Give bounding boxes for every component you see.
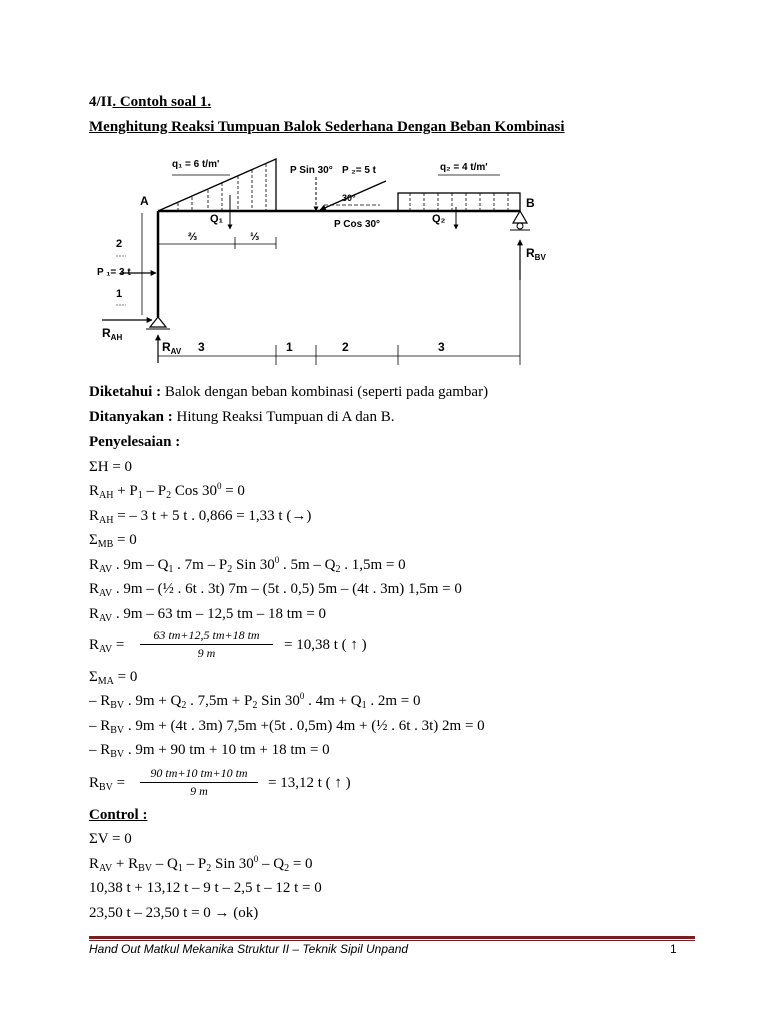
dim-span-3a: 3 [198, 340, 205, 354]
section-number: 4/II [89, 94, 113, 110]
dim-one-third: ⅓ [250, 231, 260, 243]
rbv-fraction-label: $R_{BV}$ = [89, 775, 126, 793]
equation-9: $R_{AV} + R_{BV} - Q_1 - P_2$ Sin $30^0 - Q_2 = 0$ [89, 854, 313, 874]
equation-4: $R_{AV}$ . 9m – (½ . 6t . 3t) 7m – (5t . 0,5) 5m – (4t . 3m) 1,5m = 0 [89, 581, 462, 599]
ditanyakan-line: Ditanyakan : Hitung Reaksi Tumpuan di A dan B. [89, 409, 395, 425]
equation-10: 10,38 t + 13,12 t – 9 t – 2,5 t – 12 t = 0 [89, 880, 322, 896]
equation-6: – $R_{BV}$ . $9m + Q_2$ . $7,5m + P_2$ Sin $30^0$ . $4m + Q_1$ . 2m = 0 [89, 691, 421, 711]
rbv-label: $R_{BV}$ [526, 246, 546, 262]
rav-result: = 10,38 t ( ↑ ) [284, 637, 367, 653]
footer-text: Hand Out Matkul Mekanika Struktur II – Teknik Sipil Unpand [89, 942, 409, 956]
page-title: Menghitung Reaksi Tumpuan Balok Sederhana Dengan Beban Kombinasi [89, 119, 565, 135]
section-subtitle: . Contoh soal 1. [112, 94, 212, 110]
dim-span-2: 2 [342, 340, 349, 354]
rbv-result: = 13,12 t ( ↑ ) [268, 775, 351, 791]
p-sin-label: P Sin 30° [290, 165, 333, 176]
rav-fraction-label: $R_{AV}$ = [89, 637, 125, 655]
q2-resultant-label: Q₂ [432, 213, 446, 225]
dim-two-thirds: ⅔ [188, 231, 198, 243]
beam-diagram [80, 145, 546, 370]
diketahui-line: Diketahui : Balok dengan beban kombinasi (seperti pada gambar) [89, 384, 489, 400]
equation-8: – $R_{BV}$ . 9m + 90 tm + 10 tm + 18 tm = 0 [89, 742, 330, 760]
dim-vertical-1: 1 [116, 288, 123, 300]
footer-rule-thin [89, 940, 695, 941]
p2-label: P ₂= 5 t [342, 165, 376, 176]
pin-support-a [150, 317, 166, 327]
equation-11: 23,50 t – 23,50 t = 0 → (ok) [89, 905, 259, 921]
dim-span-3b: 3 [438, 340, 445, 354]
section-heading [89, 93, 211, 111]
page-number: 1 [670, 942, 677, 956]
point-a-label: A [140, 194, 149, 208]
sum-h-line: ΣH = 0 [89, 459, 133, 475]
penyelesaian-heading: Penyelesaian : [89, 434, 181, 450]
q1-resultant-label: Q₁ [210, 213, 224, 225]
equation-5: $R_{AV}$ . 9m – 63 tm – 12,5 tm – 18 tm = 0 [89, 606, 327, 624]
control-heading: Control : [89, 807, 148, 823]
rav-fraction: $\frac{63 tm+12,5 tm+18 tm}{9 m}$ [140, 628, 273, 661]
sum-mb-line: $\Sigma_{MB} = 0$ [89, 532, 137, 550]
rbv-fraction: $\frac{90 tm+10 tm+10 tm}{9 m}$ [140, 766, 258, 799]
p1-label: P ₁= 3 t [97, 267, 131, 278]
dim-vertical-2: 2 [116, 238, 123, 250]
q1-label: q₁ = 6 t/m' [172, 159, 220, 170]
equation-2: $R_{AH}$ = – 3 t + 5 t . 0,866 = 1,33 t (→) [89, 508, 312, 526]
sum-ma-line: $\Sigma_{MA} = 0$ [89, 669, 138, 687]
footer-rule-thick [89, 936, 695, 939]
equation-1: $R_{AH} + P_1 - P_2$ Cos $30^0 = 0$ [89, 481, 245, 501]
equation-7: – $R_{BV}$ . 9m + (4t . 3m) 7,5m +(5t . 0,5m) 4m + (½ . 6t . 3t) 2m = 0 [89, 718, 485, 736]
rah-label: $R_{AH}$ [102, 326, 123, 342]
angle-label: 30° [342, 193, 356, 203]
rav-label: $R_{AV}$ [162, 340, 182, 356]
dim-span-1: 1 [286, 340, 293, 354]
sum-v-line: ΣV = 0 [89, 831, 132, 847]
uniform-load [398, 193, 520, 211]
point-b-label: B [526, 196, 535, 210]
equation-3: $R_{AV}$ . $9m - Q_1$ . $7m - P_2$ Sin $30^0$ . $5m - Q_2$ . 1,5m = 0 [89, 555, 406, 575]
q2-label: q₂ = 4 t/m' [440, 162, 488, 173]
roller-support-b [513, 211, 527, 223]
p-cos-label: P Cos 30° [334, 219, 381, 230]
